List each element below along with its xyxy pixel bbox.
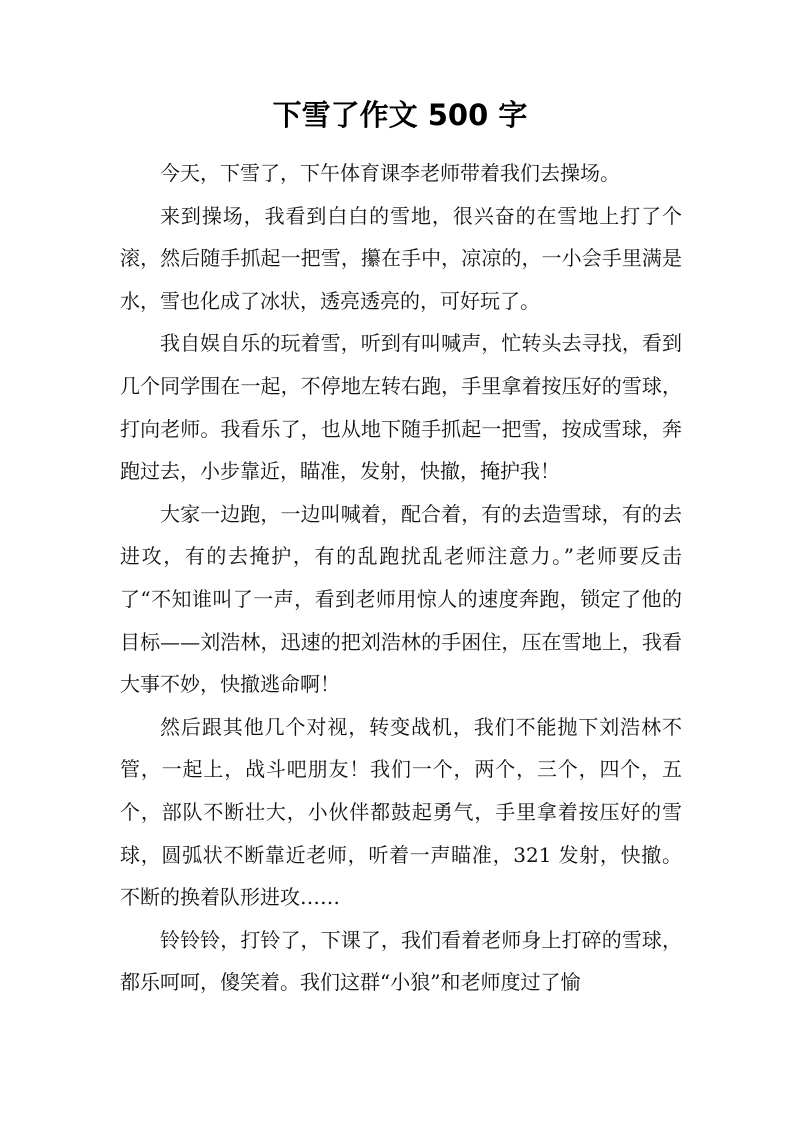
paragraph-2: 来到操场，我看到白白的雪地，很兴奋的在雪地上打了个滚，然后随手抓起一把雪，攥在手中，凉凉的，一小会手里满是水，雪也化成了冰状，透亮透亮的，可好玩了。 <box>120 203 682 313</box>
paragraph-6: 铃铃铃，打铃了，下课了，我们看着老师身上打碎的雪球，都乐呵呵，傻笑着。我们这群“小狼”和老师度过了愉 <box>120 927 682 995</box>
paragraph-3: 我自娱自乐的玩着雪，听到有叫喊声，忙转头去寻找，看到几个同学围在一起，不停地左转右跑，手里拿着按压好的雪球，打向老师。我看乐了，也从地下随手抓起一把雪，按成雪球，奔跑过去，小步靠近，瞄准，发射，快撤，掩护我！ <box>120 331 682 484</box>
essay-body <box>120 152 682 1004</box>
paragraph-1: 今天，下雪了，下午体育课李老师带着我们去操场。 <box>160 161 620 185</box>
paragraph-5: 然后跟其他几个对视，转变战机，我们不能抛下刘浩林不管，一起上，战斗吧朋友！我们一个，两个，三个，四个，五个，部队不断壮大，小伙伴都鼓起勇气，手里拿着按压好的雪球，圆弧状不断靠近老师，听着一声瞄准，321 发射，快撤。不断的换着队形进攻…… <box>120 714 682 910</box>
page-title: 下雪了作文 500 字 <box>272 98 528 132</box>
paragraph-4: 大家一边跑，一边叫喊着，配合着，有的去造雪球，有的去进攻，有的去掩护，有的乱跑扰乱老师注意力。”老师要反击了“不知谁叫了一声，看到老师用惊人的速度奔跑，锁定了他的目标——刘浩林，迅速的把刘浩林的手困住，压在雪地上，我看大事不妙，快撤逃命啊！ <box>120 501 682 697</box>
